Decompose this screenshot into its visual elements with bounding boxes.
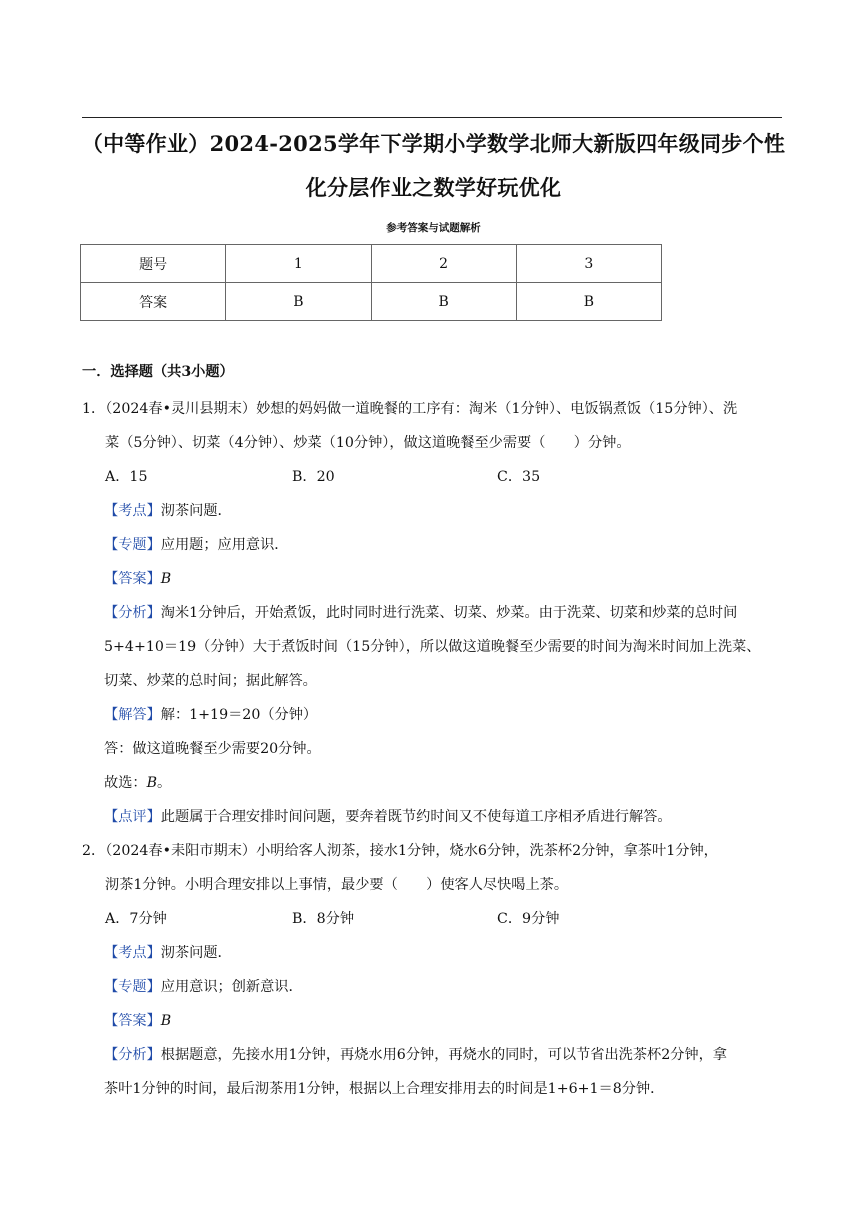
q1-jieda-text: 解：1+19＝20（分钟） [160,707,318,723]
q1-fenxi-text: 淘米1分钟后，开始煮饭，此时同时进行洗菜、切菜、炒菜。由于洗菜、切菜和炒菜的总时间 [160,605,738,621]
table-answer-label: 答案 [81,283,226,321]
q1-choose-value: B [146,775,158,791]
page-title-line1: （中等作业）2024-2025学年下学期小学数学北师大新版四年级同步个性 [81,131,786,156]
q2-zhuanti-text: 应用意识；创新意识． [160,979,303,995]
q1-kaodian [104,500,232,520]
q1-dianping-tag: 【点评】 [104,809,161,825]
q1-zhuanti [104,534,288,554]
table-row [81,245,662,283]
q1-fenxi-tag: 【分析】 [104,605,161,621]
q1-dianping [104,806,672,826]
q1-dianping-text: 此题属于合理安排时间问题，要奔着既节约时间又不使每道工序相矛盾进行解答。 [160,809,672,825]
q1-stem-line1: 1．（2024春•灵川县期末）妙想的妈妈做一道晚餐的工序有：淘米（1分钟）、电饭锅煮饭（15分钟）、洗 [82,401,738,417]
q1-kaodian-text: 沏茶问题． [160,503,232,519]
table-cell-number: 1 [226,245,371,283]
q1-kaodian-tag: 【考点】 [104,503,161,519]
q1-daan-tag: 【答案】 [104,571,161,587]
q2-kaodian [104,942,232,962]
q1-choose-prefix: 故选： [104,775,147,791]
q2-option-b: B．8分钟 [292,911,355,927]
q2-stem-line2: 沏茶1分钟。小明合理安排以上事情，最少要（ ）使客人尽快喝上茶。 [105,877,569,893]
table-cell-number: 2 [371,245,516,283]
table-header-label: 题号 [81,245,226,283]
q2-fenxi-line2: 茶叶1分钟的时间，最后沏茶用1分钟，根据以上合理安排用去的时间是1+6+1＝8分钟． [104,1081,665,1097]
q1-fenxi-line3: 切菜、炒菜的总时间；据此解答。 [104,673,317,689]
q1-option-b: B．20 [292,469,335,485]
q2-fenxi-line1 [104,1044,727,1064]
q2-kaodian-tag: 【考点】 [104,945,161,961]
q1-jieda [104,704,317,724]
q1-daan [104,568,171,588]
q1-fenxi-line2: 5+4+10＝19（分钟）大于煮饭时间（15分钟），所以做这道晚餐至少需要的时间为淘米时间加上洗菜、 [104,639,761,655]
table-cell-answer: B [371,283,516,321]
q1-option-a: A．15 [105,469,148,485]
q2-kaodian-text: 沏茶问题． [160,945,232,961]
q1-answer-line: 答：做这道晚餐至少需要20分钟。 [104,741,321,757]
q2-option-c: C．9分钟 [497,911,560,927]
q1-choose-line [104,772,171,792]
answer-table [80,244,662,321]
q2-fenxi-tag: 【分析】 [104,1047,161,1063]
table-cell-answer: B [516,283,661,321]
q2-zhuanti [104,976,303,996]
q2-daan-text: B [160,1013,172,1029]
table-cell-number: 3 [516,245,661,283]
q1-jieda-tag: 【解答】 [104,707,161,723]
page-title-line2: 化分层作业之数学好玩优化 [305,175,562,200]
q2-option-a: A．7分钟 [105,911,167,927]
q2-fenxi-text: 根据题意，先接水用1分钟，再烧水用6分钟，再烧水的同时，可以节省出洗茶杯2分钟，拿 [160,1047,727,1063]
q2-daan [104,1010,171,1030]
page-subtitle: 参考答案与试题解析 [386,222,481,234]
q1-choose-suffix: 。 [157,775,172,791]
q2-daan-tag: 【答案】 [104,1013,161,1029]
table-cell-answer: B [226,283,371,321]
q1-zhuanti-text: 应用题；应用意识． [160,537,289,553]
q2-zhuanti-tag: 【专题】 [104,979,161,995]
q1-option-c: C．35 [497,469,541,485]
header-rule [82,117,782,118]
q2-stem-line1: 2．（2024春•耒阳市期末）小明给客人沏茶，接水1分钟，烧水6分钟，洗茶杯2分钟，拿茶叶1分钟， [82,843,718,859]
table-row [81,283,662,321]
q1-daan-text: B [160,571,172,587]
q1-stem-line2: 菜（5分钟）、切菜（4分钟）、炒菜（10分钟），做这道晚餐至少需要（ ）分钟。 [105,435,631,451]
section-title: 一．选择题（共3小题） [82,364,234,380]
q1-fenxi-line1 [104,602,737,622]
q1-zhuanti-tag: 【专题】 [104,537,161,553]
